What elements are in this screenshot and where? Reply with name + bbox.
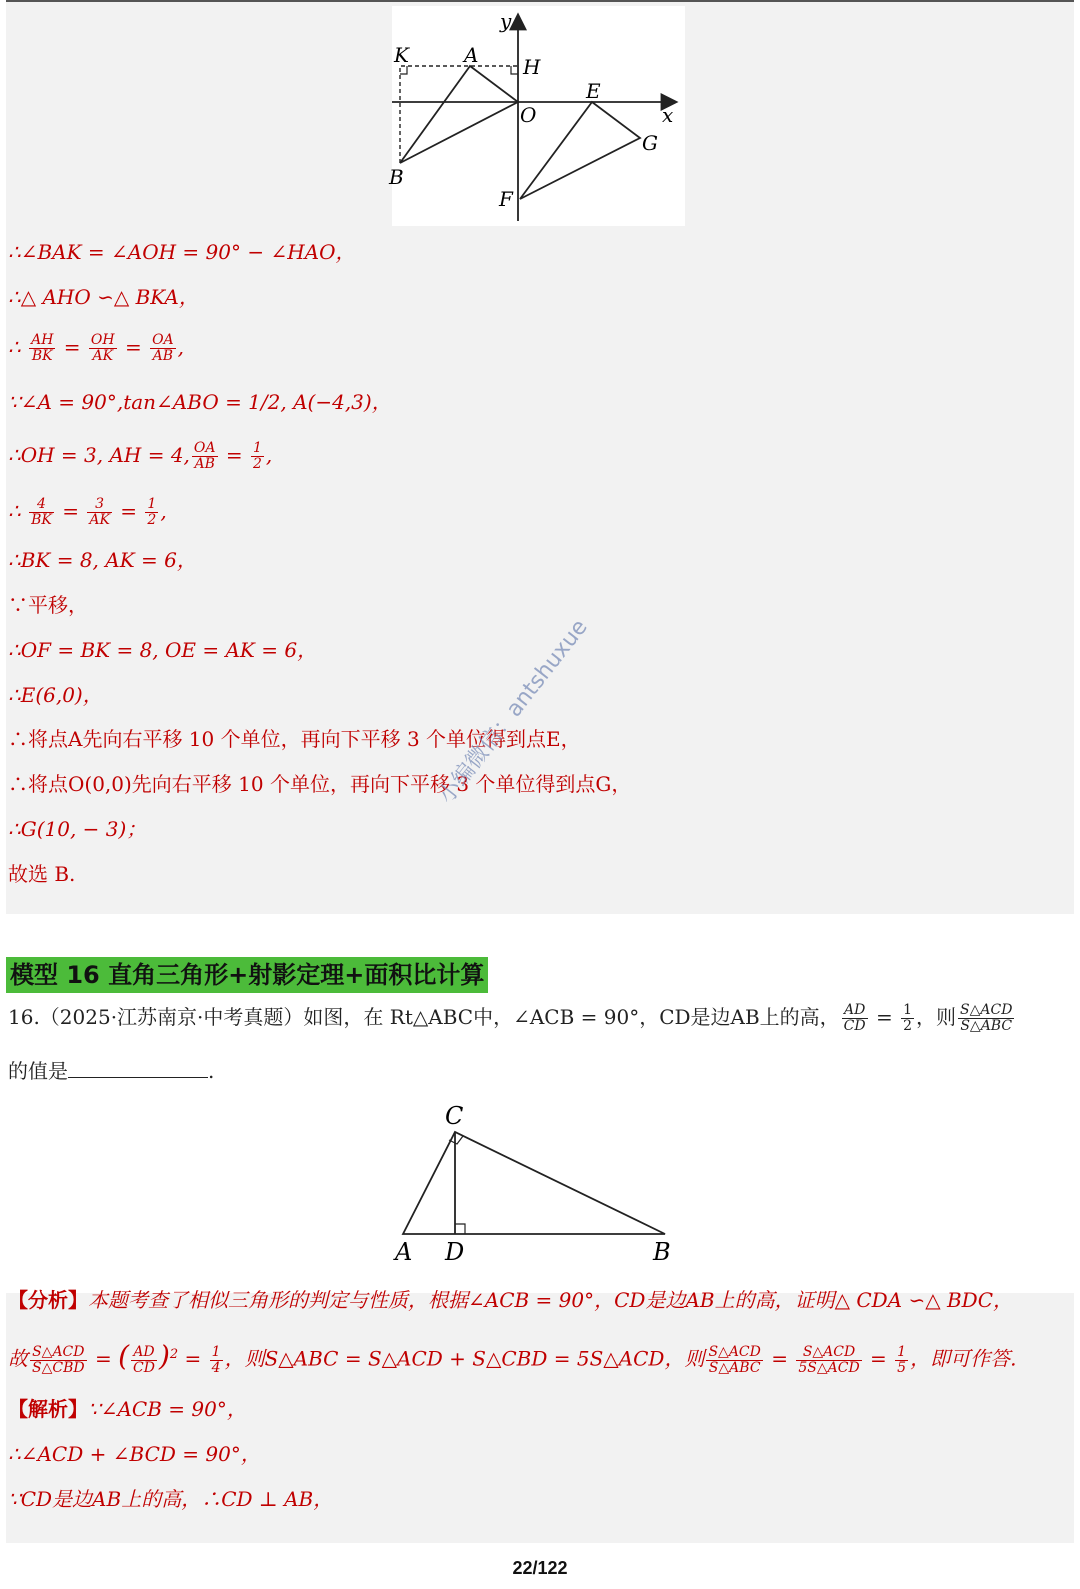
analysis-line-1: 【分析】本题考查了相似三角形的判定与性质，根据∠ACB = 90°，CD是边AB上的高，证明△ CDA ∽△ BDC， — [8, 1288, 1014, 1312]
fraction: $\frac{1}{2}$ — [147, 496, 157, 528]
fraction: $\frac{OH}{AK}$ — [90, 332, 115, 364]
fraction: $\frac{\text{S△ACD}}{\text{5S△ACD}}$ — [798, 1343, 860, 1376]
solution-line-1: ∴∠BAK = ∠AOH = 90° − ∠HAO， — [8, 240, 356, 264]
solution2-line-3: ∵CD是边AB上的高，∴CD ⊥ AB， — [8, 1487, 334, 1511]
right-angle-h — [511, 66, 518, 74]
label-h: H — [523, 55, 541, 79]
label-b2: B — [653, 1238, 671, 1266]
answer-blank[interactable] — [68, 1059, 208, 1078]
fraction: $\frac{\text{S△ACD}}{\text{S△ABC}}$ — [960, 1002, 1013, 1034]
label-c: C — [445, 1102, 464, 1130]
solution-line-5: ∴OH = 3, AH = 4, $\frac{OA}{AB}$ = $\frac{1}{2}$ , — [8, 440, 273, 472]
triangle-figure — [395, 1102, 695, 1280]
label-a: A — [464, 43, 479, 67]
solution-line-7: ∴BK = 8, AK = 6， — [8, 548, 197, 572]
fraction: $\frac{1}{2}$ — [903, 1002, 913, 1034]
label-x: x — [662, 103, 674, 127]
fraction: $\frac{1}{5}$ — [897, 1343, 907, 1376]
fraction: $\frac{3}{AK}$ — [89, 496, 110, 528]
solution-line-12: ∴将点O(0,0)先向右平移 10 个单位，再向下平移 3 个单位得到点G， — [8, 772, 632, 796]
solution-line-9: ∴OF = BK = 8, OE = AK = 6， — [8, 638, 318, 662]
fraction: $\frac{AH}{BK}$ — [31, 332, 54, 364]
solution-line-8: ∵平移， — [8, 593, 88, 617]
label-g: G — [642, 131, 658, 155]
question-16-line-2: 的值是 . — [8, 1059, 215, 1083]
solution2-line-2: ∴∠ACD + ∠BCD = 90°， — [8, 1442, 261, 1466]
analysis-line-2: 故 $\frac{\text{S△ACD}}{\text{S△CBD}}$ = ( $\frac{AD}{CD}$ )$^2$ = $\frac{1}{4}$ ，则S△ABC = S△ACD + S△CBD = 5S△ACD，则 $\frac{\text{S△ACD}}{\text{S△ABC}}$ = $\frac{\text{S△ACD}}{\text{5S△ACD}}$ = $\frac{1}{5}$ ，即可作答. — [8, 1339, 1017, 1376]
solution2-line-1: 【解析】∵∠ACB = 90°， — [8, 1397, 247, 1421]
label-k: K — [394, 43, 409, 67]
solution-line-14: 故选 B. — [8, 862, 76, 886]
fraction: $\frac{OA}{AB}$ — [152, 332, 174, 364]
solution-line-2: ∴△ AHO ∽△ BKA， — [8, 285, 199, 309]
triangle-efg — [520, 102, 640, 199]
label-a2: A — [395, 1238, 413, 1266]
solution-line-13: ∴G(10, − 3)； — [8, 817, 147, 841]
triangle-abo — [400, 66, 518, 163]
fraction: $\frac{AD}{CD}$ — [843, 1002, 866, 1034]
triangle-abc — [403, 1132, 665, 1234]
solution-line-4: ∵∠A = 90°,tan∠ABO = 1/2, A(−4,3)， — [8, 390, 392, 414]
right-angle-k — [400, 66, 407, 74]
label-f: F — [499, 187, 513, 211]
solution-line-6: ∴ $\frac{4}{BK}$ = $\frac{3}{AK}$ = $\frac{1}{2}$ , — [8, 496, 167, 528]
fraction: $\frac{1}{4}$ — [211, 1343, 221, 1376]
label-y: y — [500, 9, 512, 33]
fraction: $\frac{\text{S△ACD}}{\text{S△ABC}}$ — [708, 1343, 761, 1376]
fraction: $\frac{1}{2}$ — [253, 440, 262, 472]
label-b: B — [389, 165, 404, 189]
fraction: $\frac{AD}{CD}$ — [133, 1343, 155, 1376]
right-angle-d — [455, 1224, 465, 1234]
fraction: $\frac{OA}{AB}$ — [193, 440, 216, 472]
question-16-line-1: 16.（2025·江苏南京·中考真题）如图，在 Rt△ABC中，∠ACB = 90°，CD是边AB上的高， $\frac{AD}{CD}$ = $\frac{1}{2}$ ，则 $\frac{\text{S△ACD}}{\text{S△ABC}}$ — [8, 1002, 1013, 1034]
watermark: 小编微信：antshuxue — [433, 615, 593, 809]
page-number: 22/122 — [512, 1558, 568, 1578]
label-d: D — [445, 1238, 465, 1266]
fraction: $\frac{4}{BK}$ — [31, 496, 52, 528]
solution-line-3: ∴ $\frac{AH}{BK}$ = $\frac{OH}{AK}$ = $\frac{OA}{AB}$ , — [8, 332, 185, 364]
solution-line-11: ∴将点A先向右平移 10 个单位，再向下平移 3 个单位得到点E， — [8, 727, 581, 751]
coordinate-figure — [389, 6, 685, 226]
label-o: O — [520, 103, 537, 127]
section-heading: 模型 16 直角三角形+射影定理+面积比计算 — [6, 957, 488, 993]
fraction: $\frac{\text{S△ACD}}{\text{S△CBD}}$ — [32, 1343, 85, 1376]
label-e: E — [586, 79, 601, 103]
solution-line-10: ∴E(6,0)， — [8, 683, 103, 707]
